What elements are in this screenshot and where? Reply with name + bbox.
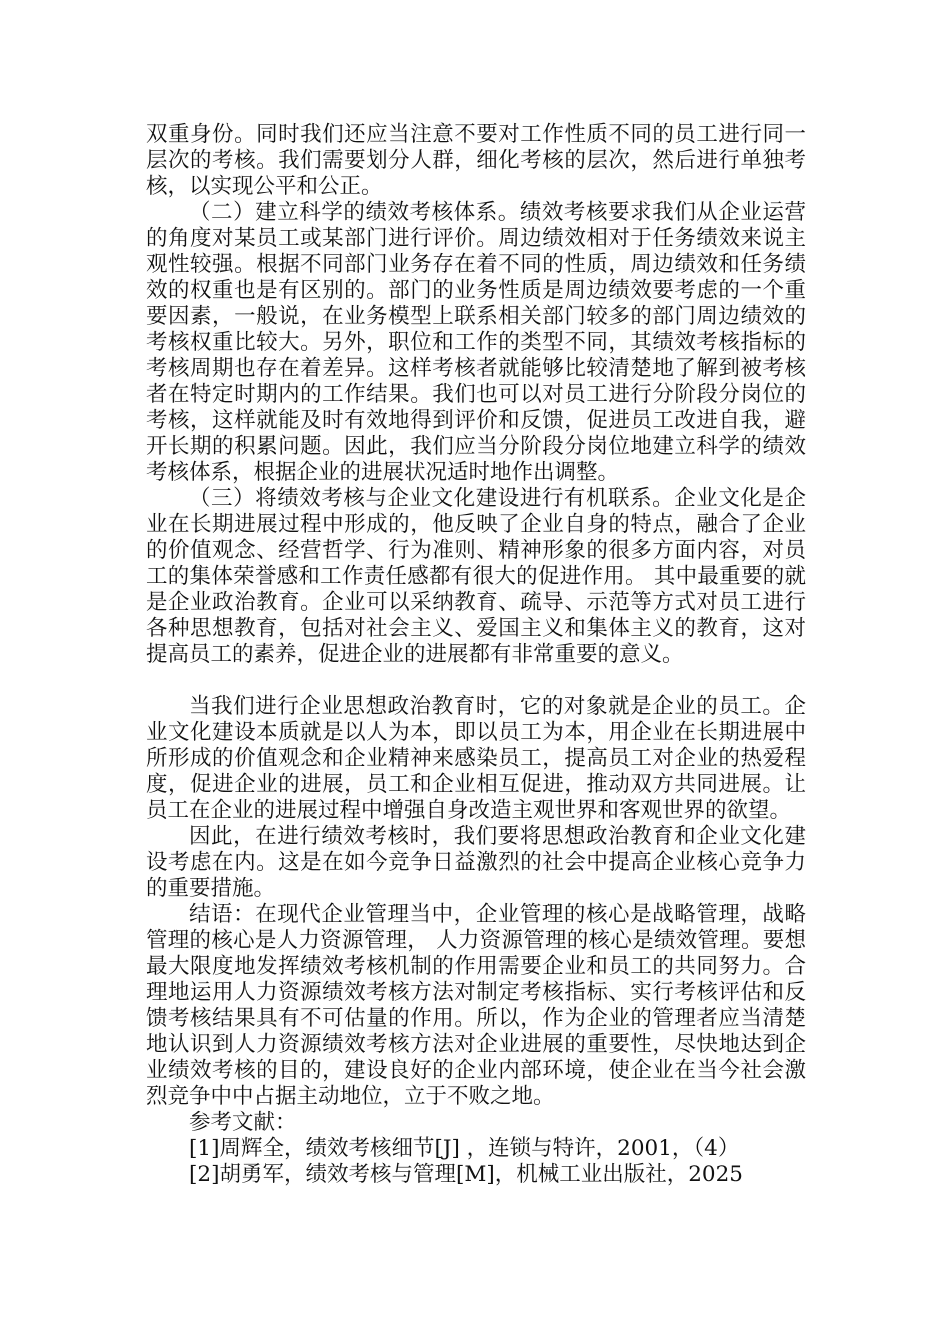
reference-item-2: [2]胡勇军，绩效考核与管理[M]，机械工业出版社，2025 bbox=[189, 1162, 743, 1187]
paragraph-section-two: （二）建立科学的绩效考核体系。绩效考核要求我们从企业运营的角度对某员工或某部门进行评价。周边绩效相对于任务绩效来说主观性较强。根据不同部门业务存在着不同的性质，周边绩效和任务绩效的权重也是有区别的。部门的业务性质是周边绩效要考虑的一个重要因素，一般说，在业务模型上联系相关部门较多的部门周边绩效的考核权重比较大。另外，职位和工作的类型不同，其绩效考核指标的考核周期也存在着差异。这样考核者就能够比较清楚地了解到被考核者在特定时期内的工作结果。我们也可以对员工进行分阶段分岗位的考核，这样就能及时有效地得到评价和反馈，促进员工改进自我，避开长期的积累问题。因此，我们应当分阶段分岗位地建立科学的绩效考核体系，根据企业的进展状况适时地作出调整。 bbox=[146, 200, 806, 485]
paragraph-therefore: 因此，在进行绩效考核时，我们要将思想政治教育和企业文化建设考虑在内。这是在如今竞争日益激烈的社会中提高企业核心竞争力的重要措施。 bbox=[146, 824, 806, 901]
references-heading: 参考文献： bbox=[189, 1110, 297, 1135]
paragraph-conclusion: 结语：在现代企业管理当中，企业管理的核心是战略管理，战略管理的核心是人力资源管理， 人力资源管理的核心是绩效管理。要想最大限度地发挥绩效考核机制的作用需要企业和员工的共同努力。合理地运用人力资源绩效考核方法对制定考核指标、实行考核评估和反馈考核结果具有不可估量的作用。所以，作为企业的管理者应当清楚地认识到人力资源绩效考核方法对企业进展的重要性，尽快地达到企业绩效考核的目的，建设良好的企业内部环境，使企业在当今社会激烈竞争中中占据主动地位，立于不败之地。 bbox=[146, 902, 806, 1109]
reference-item-1: [1]周辉全，绩效考核细节[J] ，连锁与特许，2001，（4） bbox=[189, 1136, 740, 1161]
paragraph-political-education: 当我们进行企业思想政治教育时，它的对象就是企业的员工。企业文化建设本质就是以人为本，即以员工为本，用企业在长期进展中所形成的价值观念和企业精神来感染员工，提高员工对企业的热爱程度，促进企业的进展，员工和企业相互促进，推动双方共同进展。让员工在企业的进展过程中增强自身改造主观世界和客观世界的欲望。 bbox=[146, 694, 806, 823]
paragraph-intro-continuation: 双重身份。同时我们还应当注意不要对工作性质不同的员工进行同一层次的考核。我们需要划分人群，细化考核的层次，然后进行单独考核，以实现公平和公正。 bbox=[146, 122, 806, 199]
paragraph-section-three: （三）将绩效考核与企业文化建设进行有机联系。企业文化是企业在长期进展过程中形成的，他反映了企业自身的特点，融合了企业的价值观念、经营哲学、行为准则、精神形象的很多方面内容，对员工的集体荣誉感和工作责任感都有很大的促进作用。 其中最重要的就是企业政治教育。企业可以采纳教育、疏导、示范等方式对员工进行各种思想教育，包括对社会主义、爱国主义和集体主义的教育，这对提高员工的素养，促进企业的进展都有非常重要的意义。 bbox=[146, 486, 806, 667]
references-section bbox=[146, 1110, 806, 1188]
document-page bbox=[146, 122, 806, 1188]
